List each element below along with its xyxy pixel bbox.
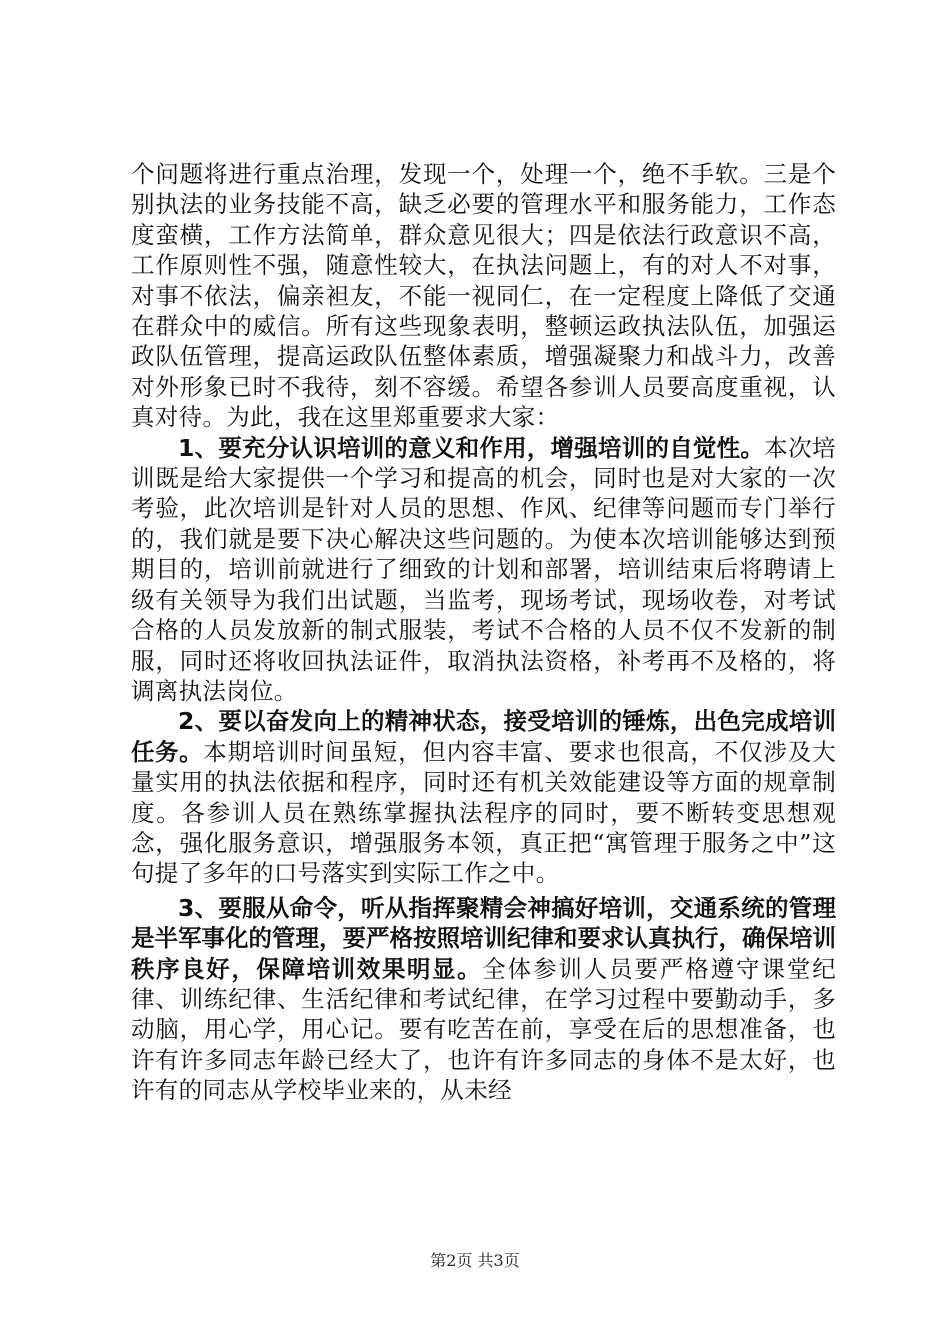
page-footer: 第2页 共3页: [430, 1251, 520, 1270]
paragraph-lead: 1、要充分认识培训的意义和作用，增强培训的自觉性。: [178, 433, 765, 462]
paragraph-text: 本次培训既是给大家提供一个学习和提高的机会，同时也是对大家的一次考验，此次培训是针对人员的思想、作风、纪律等问题而专门举行的，我们就是要下决心解决这些问题的。为使本次培训能够达到预期目的，培训前就进行了细致的计划和部署，培训结束后将聘请上级有关领导为我们出试题，当监考，现场考试，现场收卷，对考试合格的人员发放新的制式服装，考试不合格的人员不仅不发新的制服，同时还将收回执法证件，取消执法资格，补考再不及格的，将调离执法岗位。: [131, 433, 836, 705]
paragraph-text: 个问题将进行重点治理，发现一个，处理一个，绝不手软。三是个别执法的业务技能不高，缺乏必要的管理水平和服务能力，工作态度蛮横，工作方法简单，群众意见很大；四是依法行政意识不高，工作原则性不强，随意性较大，在执法问题上，有的对人不对事，对事不依法，偏亲袒友，不能一视同仁，在一定程度上降低了交通在群众中的威信。所有这些现象表明，整顿运政执法队伍，加强运政队伍管理，提高运政队伍整体素质，增强凝聚力和战斗力，改善对外形象已时不我待，刻不容缓。希望各参训人员要高度重视，认真对待。为此，我在这里郑重要求大家：: [131, 160, 836, 432]
document-body: [131, 159, 836, 1106]
paragraph-text: 全体参训人员要严格遵守课堂纪律、训练纪律、生活纪律和考试纪律，在学习过程中要勤动手，多动脑，用心学，用心记。要有吃苦在前，享受在后的思想准备，也许有许多同志年龄已经大了，也许有许多同志的身体不是太好，也许有的同志从学校毕业来的，从未经: [131, 954, 837, 1105]
paragraph-intro: [131, 159, 836, 433]
paragraph-item-2: [131, 706, 836, 888]
paragraph-lead: 3、要服从命令，听从指挥聚精会神搞好培训，交通系统的管理是半军事化的管理，要严格按照培训纪律和要求认真执行，确保培训秩序良好，保障培训效果明显。: [131, 893, 836, 983]
paragraph-item-3: [131, 893, 836, 1106]
paragraph-item-1: [131, 433, 836, 707]
paragraph-text: 本期培训时间虽短，但内容丰富、要求也很高，不仅涉及大量实用的执法依据和程序，同时还有机关效能建设等方面的规章制度。各参训人员在熟练掌握执法程序的同时，要不断转变思想观念，强化服务意识，增强服务本领，真正把“寓管理于服务之中”这句提了多年的口号落实到实际工作之中。: [131, 737, 836, 888]
paragraph-lead: 2、要以奋发向上的精神状态，接受培训的锤炼，出色完成培训任务。: [131, 707, 836, 766]
